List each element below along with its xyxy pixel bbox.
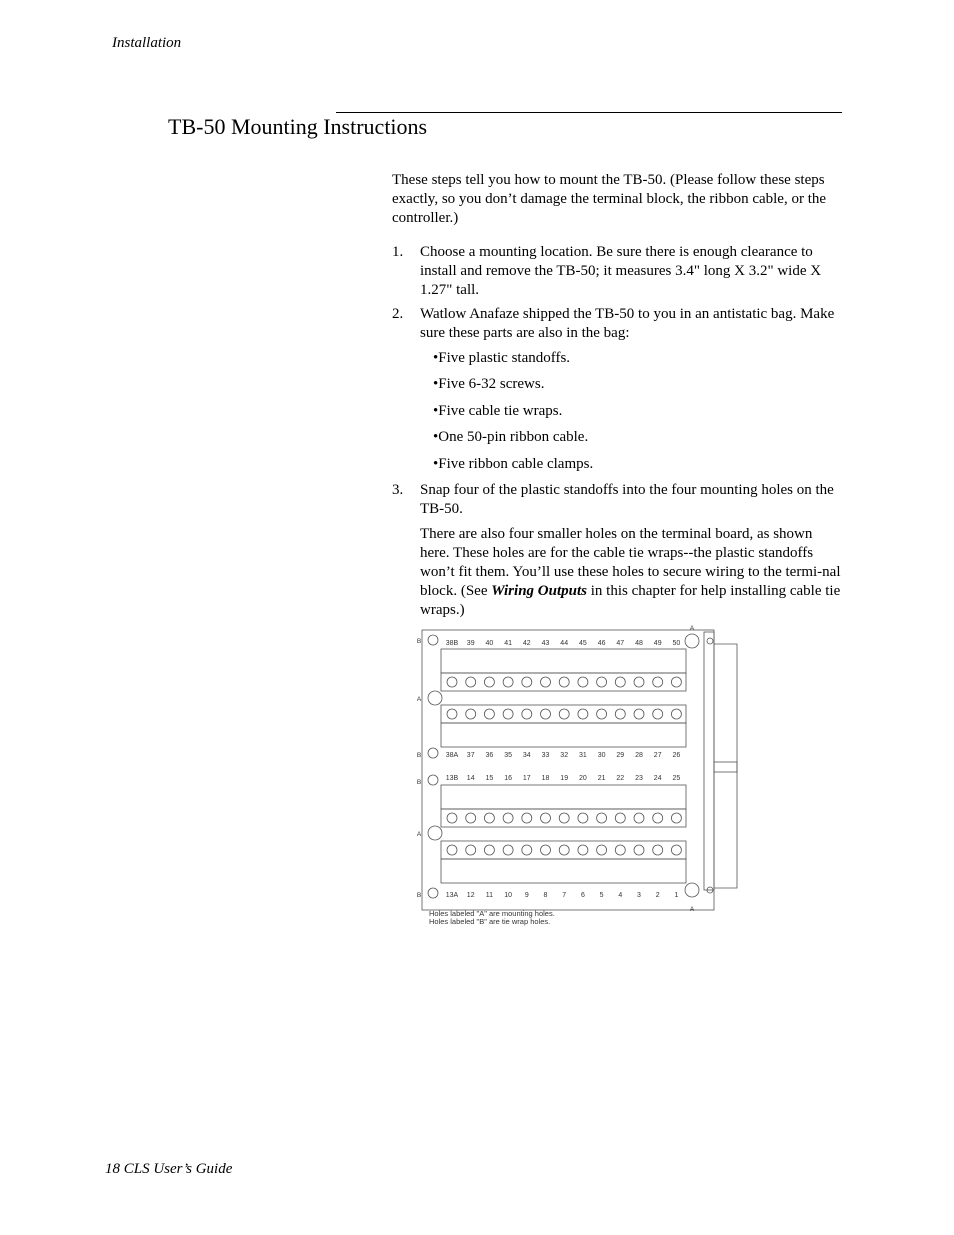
terminal-screw <box>615 709 625 719</box>
terminal-number-label: 26 <box>672 752 681 759</box>
terminal-screw <box>559 813 569 823</box>
terminal-number-label: 49 <box>653 640 662 647</box>
terminal-number-label: 41 <box>504 640 512 647</box>
terminal-screw <box>578 677 588 687</box>
terminal-screw <box>634 677 644 687</box>
terminal-number-label: 25 <box>672 775 681 782</box>
terminal-screw <box>653 813 663 823</box>
terminal-screw <box>466 813 476 823</box>
mounting-hole <box>685 883 699 897</box>
paragraph-text: There are also four smaller holes on the terminal board, as shown here. These holes are for the cable tie wraps--the plastic standoffs won’t fit them. You’ll use these holes to secure wiring to the termi-nal block. (See <box>420 526 841 599</box>
terminal-number-label: 47 <box>616 640 625 647</box>
terminal-screw <box>541 709 551 719</box>
terminal-screw <box>447 677 457 687</box>
terminal-strip <box>441 649 686 673</box>
terminal-screw <box>597 677 607 687</box>
terminal-screw <box>522 677 532 687</box>
terminal-screw <box>522 845 532 855</box>
terminal-screw <box>541 845 551 855</box>
wiring-outputs-reference: Wiring Outputs <box>491 583 587 599</box>
terminal-number-label: 48 <box>635 640 643 647</box>
hole-label-a: A <box>416 696 422 703</box>
title-rule <box>336 112 842 113</box>
terminal-number-label: 3 <box>637 892 641 899</box>
terminal-screw <box>484 845 494 855</box>
terminal-number-label: 13B <box>445 775 459 782</box>
terminal-number-label: 18 <box>541 775 550 782</box>
terminal-screw <box>671 709 681 719</box>
terminal-screw-row <box>441 673 686 691</box>
terminal-screw <box>597 709 607 719</box>
step-1 <box>392 243 844 303</box>
terminal-screw <box>615 813 625 823</box>
connector-key <box>714 762 737 772</box>
parts-list-item: •Five plastic standoffs. <box>433 350 571 366</box>
terminal-number-label: 27 <box>653 752 662 759</box>
terminal-screw <box>671 845 681 855</box>
terminal-screw <box>522 709 532 719</box>
terminal-number-label: 20 <box>579 775 587 782</box>
terminal-screw <box>447 813 457 823</box>
terminal-number-label: 38A <box>445 752 459 759</box>
step-text: Snap four of the plastic standoffs into the four mounting holes on the TB-50. <box>420 482 834 517</box>
terminal-screw <box>484 677 494 687</box>
terminal-screw <box>578 845 588 855</box>
terminal-number-label: 24 <box>653 775 662 782</box>
hole-label-b: B <box>416 892 422 899</box>
terminal-screw <box>597 813 607 823</box>
terminal-number-label: 4 <box>618 892 623 899</box>
terminal-strip <box>441 785 686 809</box>
terminal-number-label: 35 <box>504 752 512 759</box>
parts-list-item: •One 50-pin ribbon cable. <box>433 429 589 445</box>
terminal-screw <box>634 813 644 823</box>
diagram-legend-line: Holes labeled "A" are mounting holes. <box>429 909 555 918</box>
terminal-number-label: 14 <box>466 775 475 782</box>
parts-list-item: •Five cable tie wraps. <box>433 403 563 419</box>
terminal-screw <box>653 677 663 687</box>
terminal-number-label: 8 <box>543 892 548 899</box>
terminal-screw <box>578 709 588 719</box>
terminal-screw <box>466 677 476 687</box>
terminal-number-label: 2 <box>655 892 660 899</box>
mounting-hole <box>428 826 442 840</box>
parts-list-item: •Five 6-32 screws. <box>433 376 545 392</box>
terminal-number-label: 5 <box>599 892 604 899</box>
terminal-number-label: 31 <box>579 752 587 759</box>
parts-list-item: •Five ribbon cable clamps. <box>433 456 594 472</box>
terminal-number-label: 28 <box>635 752 643 759</box>
tie-wrap-hole <box>428 888 438 898</box>
terminal-screw <box>653 709 663 719</box>
page-title: TB-50 Mounting Instructions <box>168 114 428 139</box>
terminal-number-label: 42 <box>522 640 531 647</box>
terminal-screw <box>653 845 663 855</box>
terminal-screw <box>466 709 476 719</box>
ribbon-connector <box>714 644 737 888</box>
terminal-screw <box>671 813 681 823</box>
terminal-screw <box>522 813 532 823</box>
terminal-screw <box>578 813 588 823</box>
terminal-number-label: 11 <box>485 892 494 899</box>
terminal-number-label: 40 <box>485 640 494 647</box>
terminal-screw <box>484 813 494 823</box>
terminal-number-label: 34 <box>522 752 531 759</box>
terminal-number-label: 15 <box>485 775 494 782</box>
step-number: 2. <box>392 306 404 322</box>
tie-wrap-hole <box>428 748 438 758</box>
terminal-screw <box>671 677 681 687</box>
running-header: Installation <box>112 35 182 51</box>
terminal-number-label: 36 <box>485 752 494 759</box>
intro-paragraph: These steps tell you how to mount the TB-50. (Please follow these steps exactly, so you don’t damage the terminal block, the ribbon cable, or the controller.) <box>392 172 827 226</box>
terminal-number-label: 38B <box>445 640 459 647</box>
terminal-number-label: 7 <box>562 892 567 899</box>
hole-label-b: B <box>416 752 422 759</box>
hole-label-a: A <box>689 625 695 632</box>
terminal-number-label: 33 <box>541 752 550 759</box>
terminal-number-label: 46 <box>597 640 606 647</box>
hole-label-b: B <box>416 779 422 786</box>
terminal-screw <box>559 677 569 687</box>
terminal-screw <box>466 845 476 855</box>
terminal-number-label: 22 <box>616 775 625 782</box>
terminal-screw <box>634 845 644 855</box>
terminal-number-label: 13A <box>445 892 459 899</box>
terminal-screw <box>503 845 513 855</box>
terminal-strip <box>441 723 686 747</box>
terminal-number-label: 16 <box>504 775 512 782</box>
terminal-number-label: 23 <box>635 775 643 782</box>
terminal-screw <box>503 813 513 823</box>
terminal-screw <box>615 677 625 687</box>
terminal-screw-row <box>441 809 686 827</box>
terminal-number-label: 45 <box>579 640 587 647</box>
terminal-number-label: 37 <box>466 752 475 759</box>
connector-pin-marker <box>707 638 713 644</box>
terminal-number-label: 9 <box>524 892 529 899</box>
hole-label-a: A <box>416 831 422 838</box>
tie-wrap-hole <box>428 775 438 785</box>
terminal-screw <box>615 845 625 855</box>
terminal-number-label: 1 <box>674 892 679 899</box>
tb50-board-diagram <box>400 620 745 932</box>
diagram-legend-line: Holes labeled "B" are tie wrap holes. <box>429 917 551 926</box>
terminal-number-label: 39 <box>466 640 475 647</box>
step-number: 1. <box>392 244 404 260</box>
connector-body <box>704 632 714 890</box>
terminal-number-label: 50 <box>672 640 681 647</box>
terminal-screw <box>447 845 457 855</box>
terminal-number-label: 43 <box>541 640 550 647</box>
terminal-screw <box>541 813 551 823</box>
mounting-hole <box>428 691 442 705</box>
step-text: Watlow Anafaze shipped the TB-50 to you in an antistatic bag. Make sure these parts are also in the bag: <box>420 306 835 341</box>
board-outline <box>422 630 714 910</box>
terminal-number-label: 29 <box>616 752 625 759</box>
hole-label-b: B <box>416 638 422 645</box>
terminal-screw <box>541 677 551 687</box>
step-text: Choose a mounting location. Be sure there is enough clearance to install and remove the TB-50; it measures 3.4" long X 3.2" wide X 1.27" tall. <box>420 244 822 298</box>
terminal-number-label: 44 <box>560 640 569 647</box>
terminal-screw <box>503 677 513 687</box>
tie-wrap-hole <box>428 635 438 645</box>
terminal-screw <box>634 709 644 719</box>
paragraph-text: in this chapter for help installing cable tie wraps.) <box>420 583 841 618</box>
step-number: 3. <box>392 482 404 498</box>
terminal-screw-row <box>441 841 686 859</box>
terminal-number-label: 10 <box>504 892 512 899</box>
terminal-screw <box>559 845 569 855</box>
terminal-screw <box>484 709 494 719</box>
step-3 <box>392 481 844 521</box>
terminal-screw <box>559 709 569 719</box>
terminal-number-label: 30 <box>597 752 606 759</box>
terminal-screw <box>503 709 513 719</box>
terminal-number-label: 17 <box>522 775 531 782</box>
terminal-strip <box>441 859 686 883</box>
terminal-screw-row <box>441 705 686 723</box>
terminal-number-label: 12 <box>466 892 475 899</box>
terminal-screw <box>447 709 457 719</box>
terminal-number-label: 32 <box>560 752 569 759</box>
terminal-number-label: 19 <box>560 775 569 782</box>
mounting-hole <box>685 634 699 648</box>
hole-label-a: A <box>689 906 695 913</box>
terminal-number-label: 6 <box>580 892 585 899</box>
page-footer: 18 CLS User’s Guide <box>105 1161 233 1177</box>
terminal-screw <box>597 845 607 855</box>
tie-wrap-paragraph <box>420 525 844 620</box>
step-2 <box>392 305 844 345</box>
terminal-number-label: 21 <box>597 775 606 782</box>
